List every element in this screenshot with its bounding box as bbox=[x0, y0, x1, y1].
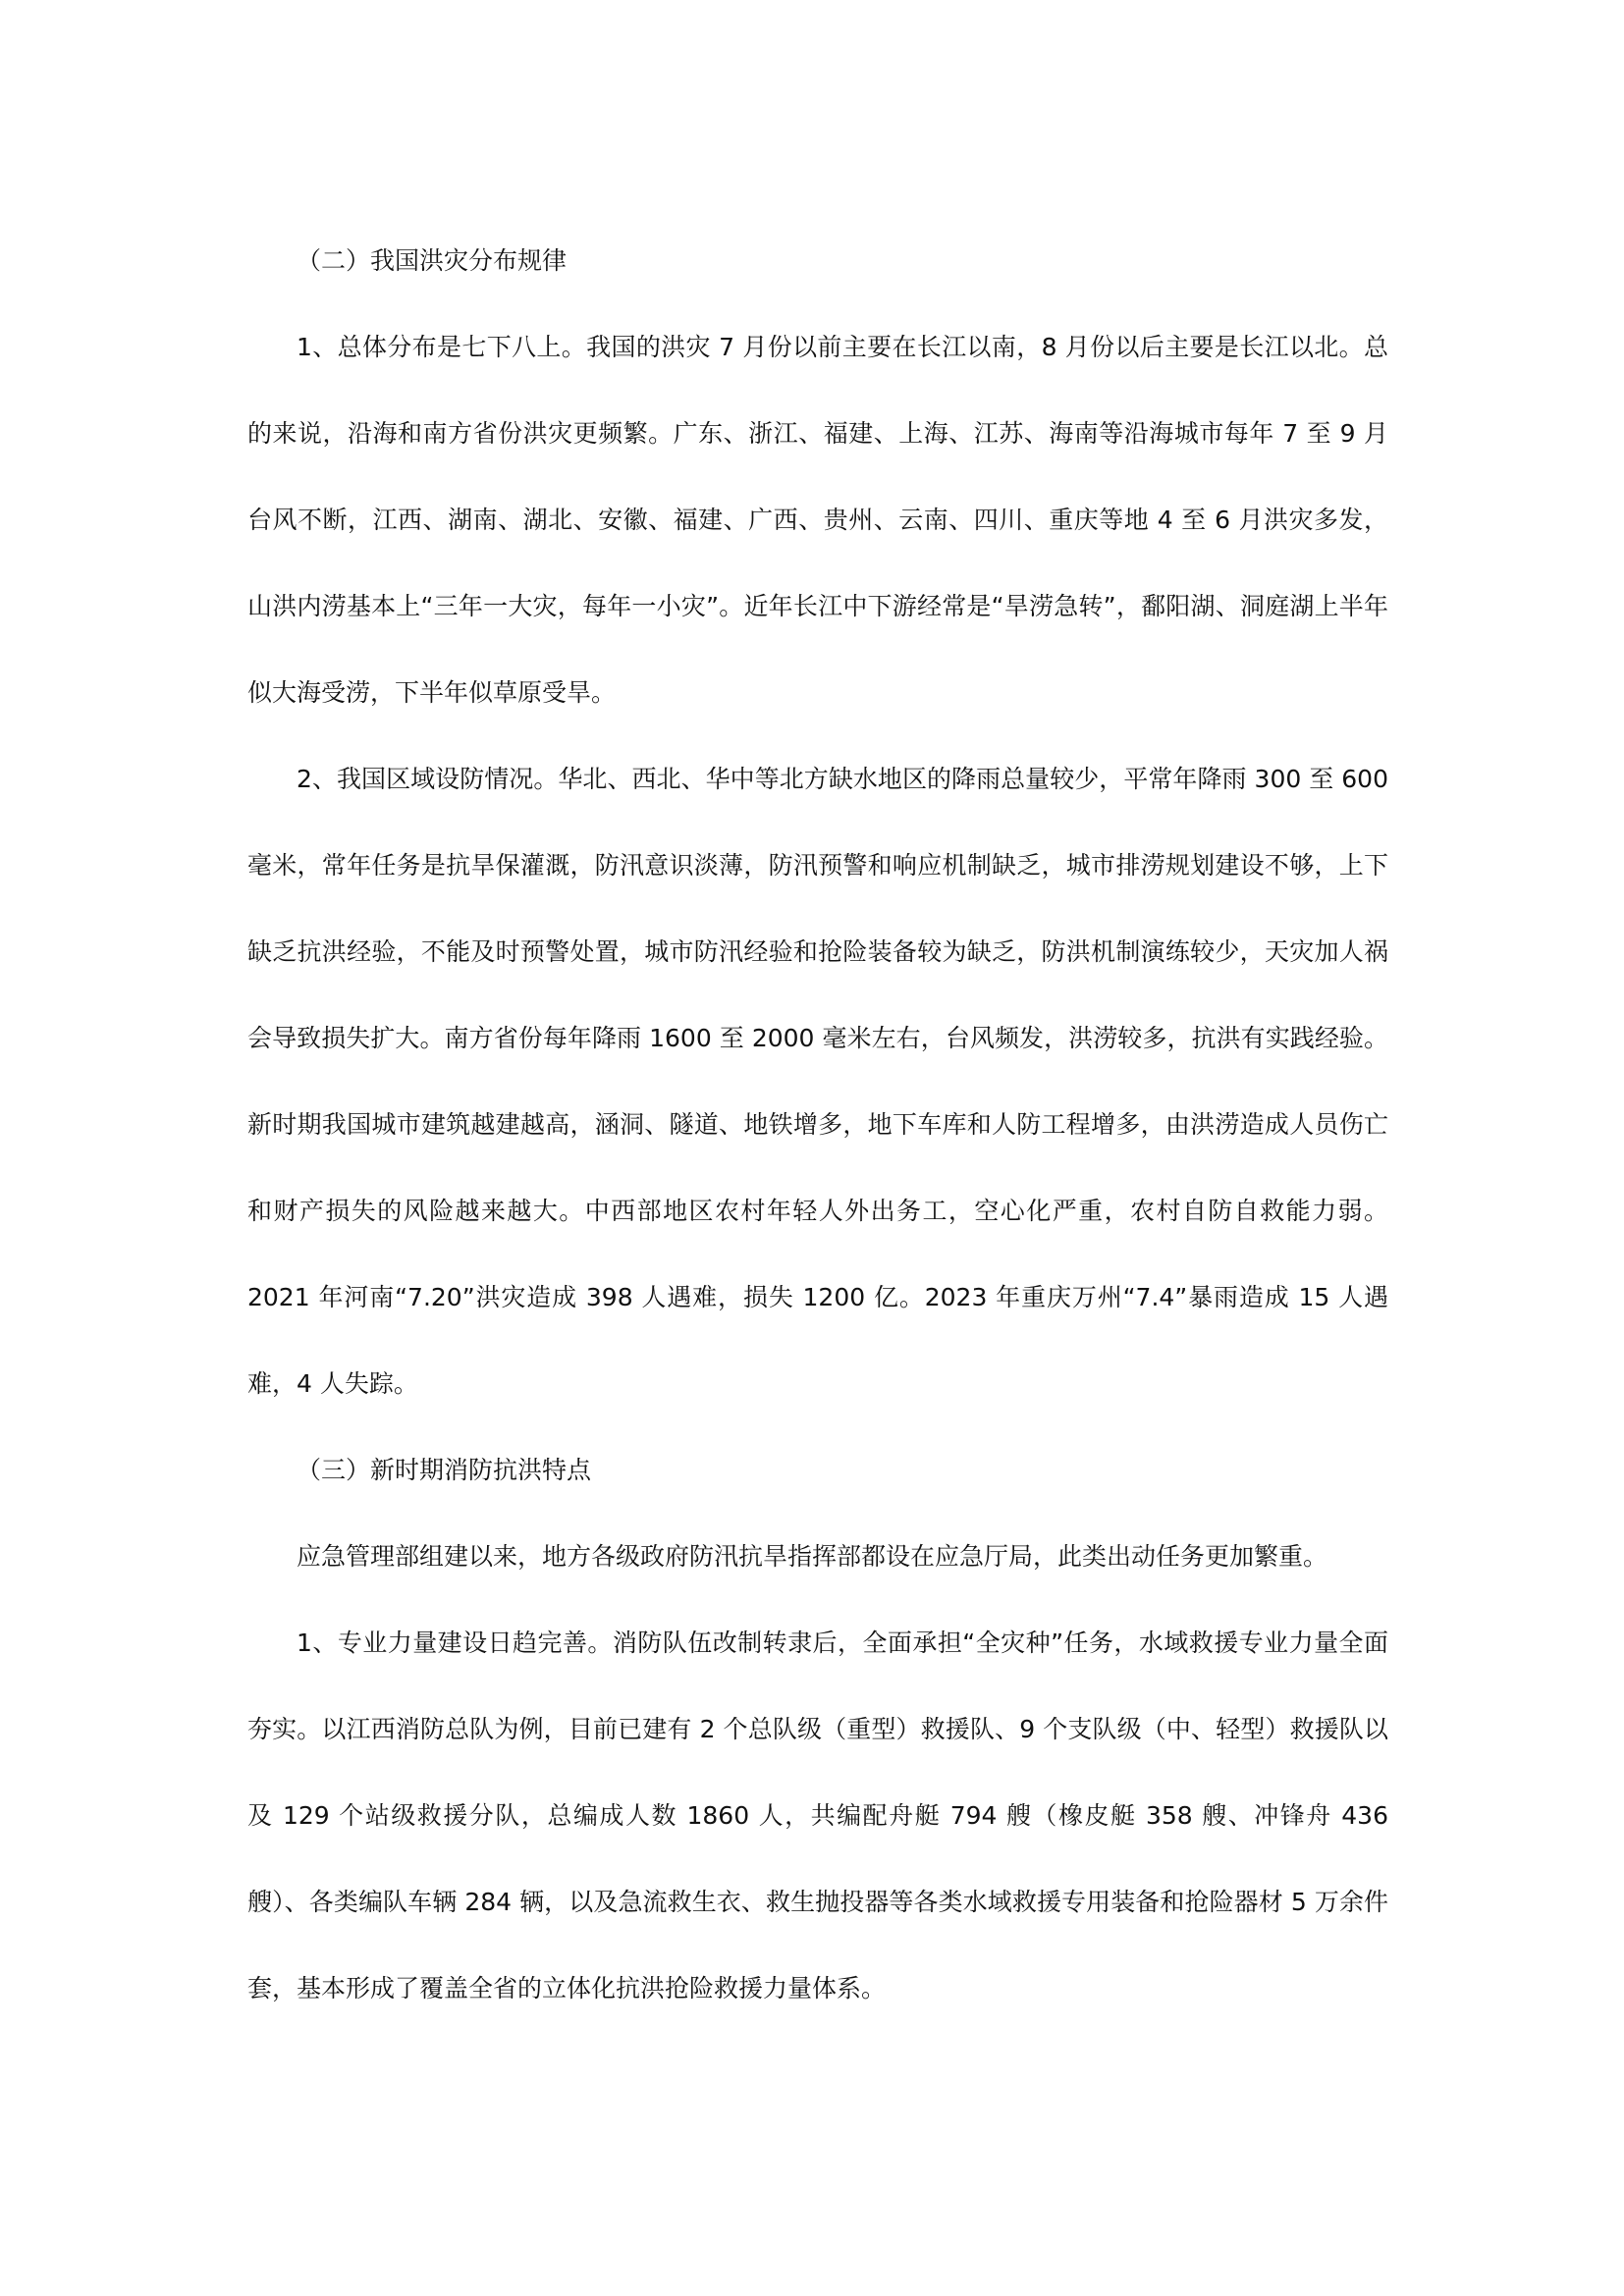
section-heading-flood-distribution: （二）我国洪灾分布规律 bbox=[297, 246, 568, 275]
section-heading-new-era-features: （三）新时期消防抗洪特点 bbox=[297, 1456, 592, 1484]
paragraph-regional-defense: 2、我国区域设防情况。华北、西北、华中等北方缺水地区的降雨总量较少，平常年降雨 300 至 600 毫米，常年任务是抗旱保灌溉，防汛意识淡薄，防汛预警和响应机制缺乏，城市排涝规划建设不够，上下缺乏抗洪经验，不能及时预警处置，城市防汛经验和抢险装备较为缺乏，防洪机制演练较少，天灾加人祸会导致损失扩大。南方省份每年降雨 1600 至 2000 毫米左右，台风频发，洪涝较多，抗洪有实践经验。新时期我国城市建筑越建越高，涵洞、隧道、地铁增多，地下车库和人防工程增多，由洪涝造成人员伤亡和财产损失的风险越来越大。中西部地区农村年轻人外出务工，空心化严重，农村自防自救能力弱。2021 年河南“7.20”洪灾造成 398 人遇难，损失 1200 亿。2023 年重庆万州“7.4”暴雨造成 15 人遇难，4 人失踪。 bbox=[247, 765, 1388, 1398]
document-page bbox=[247, 218, 1388, 2032]
paragraph-professional-forces: 1、专业力量建设日趋完善。消防队伍改制转隶后，全面承担“全灾种”任务，水域救援专业力量全面夯实。以江西消防总队为例，目前已建有 2 个总队级（重型）救援队、9 个支队级（中、轻型）救援队以及 129 个站级救援分队，总编成人数 1860 人，共编配舟艇 794 艘（橡皮艇 358 艘、冲锋舟 436 艘）、各类编队车辆 284 辆，以及急流救生衣、救生抛投器等各类水域救援专用装备和抢险器材 5 万余件套，基本形成了覆盖全省的立体化抗洪抢险救援力量体系。 bbox=[247, 1629, 1388, 2002]
paragraph-emergency-management-intro: 应急管理部组建以来，地方各级政府防汛抗旱指挥部都设在应急厅局，此类出动任务更加繁重。 bbox=[297, 1542, 1328, 1571]
paragraph-overall-distribution: 1、总体分布是七下八上。我国的洪灾 7 月份以前主要在长江以南，8 月份以后主要是长江以北。总的来说，沿海和南方省份洪灾更频繁。广东、浙江、福建、上海、江苏、海南等沿海城市每年 7 至 9 月台风不断，江西、湖南、湖北、安徽、福建、广西、贵州、云南、四川、重庆等地 4 至 6 月洪灾多发，山洪内涝基本上“三年一大灾，每年一小灾”。近年长江中下游经常是“旱涝急转”，鄱阳湖、洞庭湖上半年似大海受涝，下半年似草原受旱。 bbox=[247, 333, 1388, 707]
